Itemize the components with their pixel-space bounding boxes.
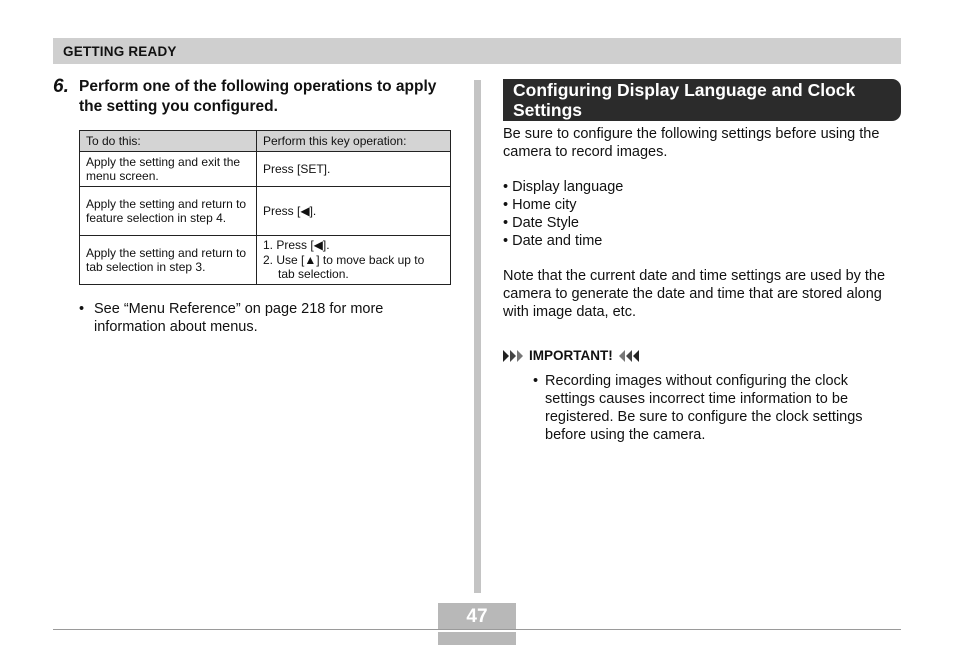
important-note <box>533 372 893 444</box>
list-item: • Date and time <box>503 233 603 249</box>
badge-divider <box>438 630 516 632</box>
table-cell-action: Apply the setting and exit the menu screen. <box>80 152 257 187</box>
operation-step: 2. Use [▲] to move back up to tab selection. <box>263 252 425 282</box>
operation-steps-list <box>263 238 444 282</box>
section-heading-bar <box>503 79 901 121</box>
step-instruction: Perform one of the following operations to apply the setting you configured. <box>79 78 437 115</box>
table-header-row <box>80 131 451 152</box>
table-cell-action: Apply the setting and return to feature selection in step 4. <box>80 187 257 236</box>
important-left-icon <box>503 349 525 363</box>
operation-step: 1. Press [◀]. <box>263 238 330 253</box>
footer-rule <box>53 629 901 630</box>
table-row <box>80 187 451 236</box>
column-divider <box>474 80 481 593</box>
table-row <box>80 236 451 285</box>
section-note: Note that the current date and time settings are used by the camera to generate the date and time that are stored along with image data, etc. <box>503 268 886 320</box>
section-heading: Configuring Display Language and Clock Settings <box>513 80 856 120</box>
bullet: • <box>533 373 539 389</box>
table-header-operation: Perform this key operation: <box>257 131 451 152</box>
list-item: • Date Style <box>503 215 579 231</box>
table-cell-action: Apply the setting and return to tab selection in step 3. <box>80 236 257 285</box>
page-number: 47 <box>466 606 488 627</box>
important-text: Recording images without configuring the clock settings causes incorrect time information to be registered. Be sure to configure the clock settings before using the camera. <box>545 373 863 443</box>
list-item: • Display language <box>503 179 624 195</box>
menu-reference-text: See “Menu Reference” on page 218 for more information about menus. <box>94 301 384 335</box>
important-label: IMPORTANT! <box>529 348 613 363</box>
list-item: • Home city <box>503 197 577 213</box>
table-cell-operation <box>257 236 451 285</box>
page-number-badge <box>438 603 516 645</box>
table-cell-operation: Press [SET]. <box>257 152 451 187</box>
section-header-title: GETTING READY <box>63 44 177 59</box>
step-number: 6. <box>53 76 69 97</box>
menu-reference-note <box>79 300 419 336</box>
important-right-icon <box>617 349 639 363</box>
important-heading <box>503 348 639 363</box>
section-intro: Be sure to configure the following settings before using the camera to record images. <box>503 126 880 160</box>
settings-list <box>503 178 623 250</box>
table-header-action: To do this: <box>80 131 257 152</box>
operations-table <box>79 130 451 285</box>
header-bar <box>53 38 901 64</box>
bullet: • <box>79 301 85 317</box>
table-row <box>80 152 451 187</box>
table-cell-operation: Press [◀]. <box>257 187 451 236</box>
